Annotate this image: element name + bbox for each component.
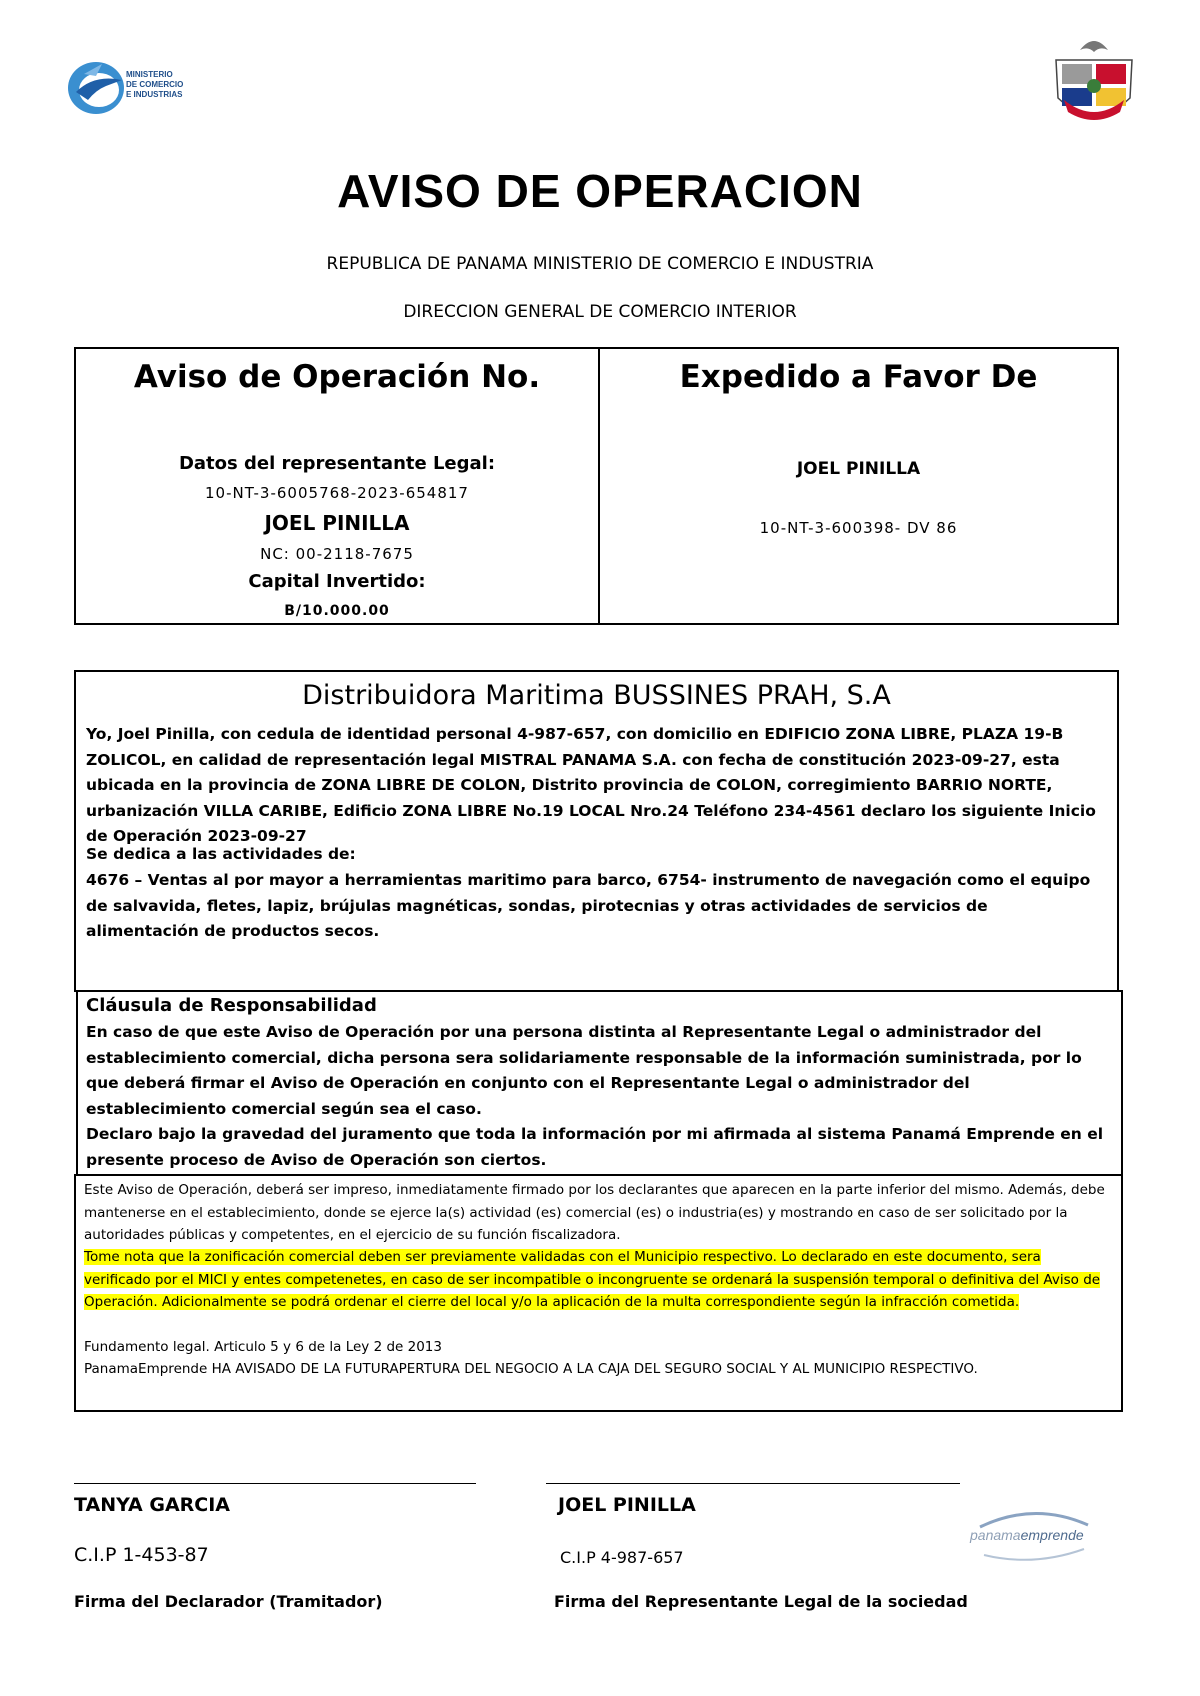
company-name: Distribuidora Maritima BUSSINES PRAH, S.A	[302, 680, 891, 711]
signature-line-representative	[546, 1483, 960, 1484]
aviso-number-box	[74, 347, 600, 625]
mici-logo-line2: DE COMERCIO	[126, 80, 184, 89]
declarant-role: Firma del Declarador (Tramitador)	[74, 1592, 383, 1611]
aviso-number-heading: Aviso de Operación No.	[133, 359, 541, 395]
issued-to-name: JOEL PINILLA	[796, 459, 921, 479]
declaration-text: Yo, Joel Pinilla, con cedula de identidad personal 4-987-657, con domicilio en EDIFICIO ZONA LIBRE, PLAZA 19-B ZOLICOL, en calidad de representación legal MISTRAL PANAMA S.A. con fecha de constitución 2023-09-27, esta ubicada en la provincia de ZONA LIBRE DE COLON, Distrito provincia de COLON, corregimiento BARRIO NORTE, urbanización VILLA CARIBE, Edificio ZONA LIBRE No.19 LOCAL Nro.24 Teléfono 234-4561 declaro los siguiente Inicio de Operación 2023-09-27	[86, 725, 1096, 845]
clause-text-1: En caso de que este Aviso de Operación por una persona distinta al Representante Legal o administrador del establecimiento comercial, dicha persona sera solidariamente responsable de la información suministrada, por lo que deberá firmar el Aviso de Operación en conjunto con el Representante Legal o administrador del establecimiento comercial según sea el caso.	[86, 1023, 1082, 1118]
panama-emprende-logo	[964, 1505, 1100, 1565]
logo-text-emprende: emprende	[1020, 1527, 1084, 1543]
representative-name: JOEL PINILLA	[558, 1494, 696, 1516]
panama-emprende-notice: PanamaEmprende HA AVISADO DE LA FUTURAPERTURA DEL NEGOCIO A LA CAJA DEL SEGURO SOCIAL Y AL MUNICIPIO RESPECTIVO.	[84, 1361, 978, 1377]
page-title: AVISO DE OPERACION	[337, 165, 863, 217]
logo-text-panama: panama	[970, 1527, 1021, 1543]
mici-logo-line3: E INDUSTRIAS	[126, 90, 183, 99]
activities-text: 4676 – Ventas al por mayor a herramientas maritimo para barco, 6754- instrumento de navegación como el equipo de salvavida, fletes, lapiz, brújulas magnéticas, sondas, pirotecnias y otras actividades de servicios de alimentación de productos secos.	[86, 871, 1091, 940]
representative-role: Firma del Representante Legal de la sociedad	[554, 1592, 968, 1611]
notes-box	[74, 1174, 1123, 1412]
rep-name: JOEL PINILLA	[264, 511, 410, 535]
clause-heading: Cláusula de Responsabilidad	[86, 995, 377, 1016]
declarant-cip: C.I.P 1-453-87	[74, 1544, 209, 1566]
rep-label: Datos del representante Legal:	[178, 453, 496, 474]
clause-text-2: Declaro bajo la gravedad del juramento que toda la información por mi afirmada al sistema Panamá Emprende en el presente proceso de Aviso de Operación son ciertos.	[86, 1125, 1104, 1169]
declarant-name: TANYA GARCIA	[74, 1494, 230, 1516]
signature-line-declarant	[74, 1483, 476, 1484]
capital-label: Capital Invertido:	[248, 571, 426, 592]
ministry-subtitle: REPUBLICA DE PANAMA MINISTERIO DE COMERCIO E INDUSTRIA	[326, 254, 874, 274]
legal-basis: Fundamento legal. Articulo 5 y 6 de la Ley 2 de 2013	[84, 1339, 442, 1355]
aviso-number-value: 10-NT-3-6005768-2023-654817	[205, 484, 469, 502]
mici-logo	[66, 56, 206, 120]
issued-to-heading: Expedido a Favor De	[679, 359, 1038, 395]
rep-nc: NC: 00-2118-7675	[260, 545, 414, 563]
mici-logo-line1: MINISTERIO	[126, 70, 173, 79]
representative-cip: C.I.P 4-987-657	[560, 1548, 684, 1567]
responsibility-clause-box	[76, 990, 1123, 1176]
notes-text-1: Este Aviso de Operación, deberá ser impreso, inmediatamente firmado por los declarantes que aparecen en la parte inferior del mismo. Además, debe mantenerse en el establecimiento, donde se ejerce la(s) actividad (es) comercial (es) o industria(es) y mostrando en caso de ser solicitado por la autoridades públicas y competentes, en el ejercicio de su función fiscalizadora.	[84, 1182, 1105, 1243]
direction-subtitle: DIRECCION GENERAL DE COMERCIO INTERIOR	[403, 302, 797, 322]
coat-of-arms-icon	[1050, 32, 1138, 134]
issued-to-box	[598, 347, 1119, 625]
zoning-warning-highlight: Tome nota que la zonificación comercial deben ser previamente validadas con el Municipio respectivo. Lo declarado en este documento, sera verificado por el MICI y entes competenetes, en caso de ser incompatible o incongruente se ordenará la suspensión temporal o definitiva del Aviso de Operación. Adicionalmente se podrá ordenar el cierre del local y/o la aplicación de la multa correspondiente según la infracción cometida.	[84, 1249, 1101, 1310]
capital-value: B/10.000.00	[284, 603, 390, 619]
activities-label: Se dedica a las actividades de:	[86, 845, 356, 863]
company-declaration-box	[74, 670, 1119, 992]
issued-to-ruc: 10-NT-3-600398- DV 86	[759, 519, 958, 537]
